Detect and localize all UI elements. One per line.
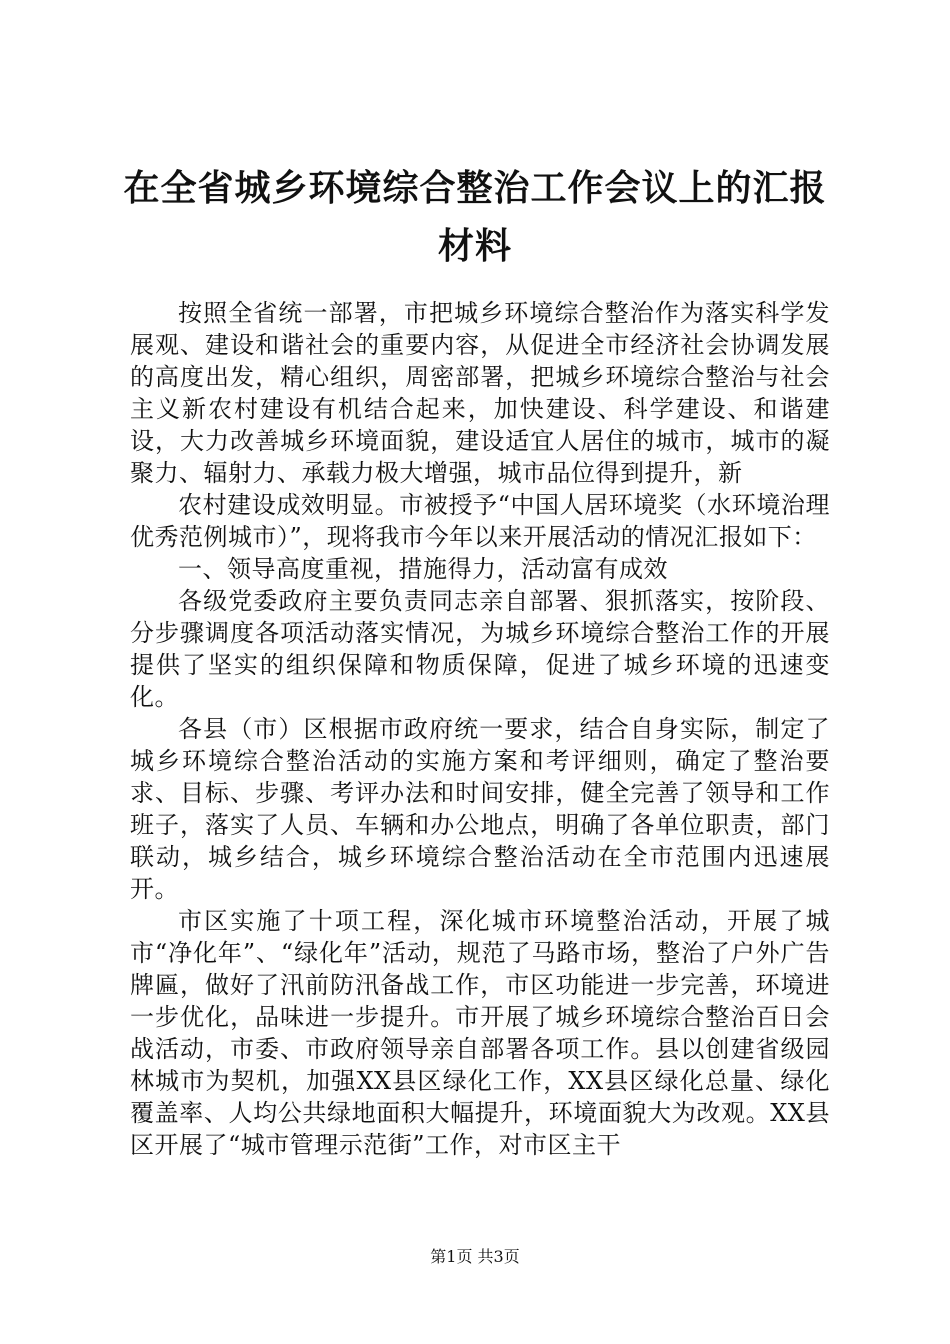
paragraph: 按照全省统一部署，市把城乡环境综合整治作为落实科学发展观、建设和谐社会的重要内容，从促进全市经济社会协调发展的高度出发，精心组织，周密部署，把城乡环境综合整治与社会主义新农村建设有机结合起来，加快建设、科学建设、和谐建设，大力改善城乡环境面貌，建设适宜人居住的城市，城市的凝聚力、辐射力、承载力极大增强，城市品位得到提升，新 bbox=[130, 299, 830, 487]
paragraph: 农村建设成效明显。市被授予“中国人居环境奖（水环境治理优秀范例城市）”，现将我市今年以来开展活动的情况汇报如下： bbox=[130, 491, 830, 551]
paragraph: 各级党委政府主要负责同志亲自部署、狠抓落实，按阶段、分步骤调度各项活动落实情况，为城乡环境综合整治工作的开展提供了坚实的组织保障和物质保障，促进了城乡环境的迅速变化。 bbox=[130, 587, 830, 711]
section-heading: 一、领导高度重视，措施得力，活动富有成效 bbox=[178, 555, 668, 583]
document-body bbox=[130, 297, 830, 1161]
page-footer: 第1页 共3页 bbox=[430, 1247, 520, 1266]
document-title: 在全省城乡环境综合整治工作会议上的汇报材料 bbox=[123, 168, 827, 267]
paragraph: 市区实施了十项工程，深化城市环境整治活动，开展了城市“净化年”、“绿化年”活动，规范了马路市场，整治了户外广告牌匾，做好了汛前防汛备战工作，市区功能进一步完善，环境进一步优化，品味进一步提升。市开展了城乡环境综合整治百日会战活动，市委、市政府领导亲自部署各项工作。县以创建省级园林城市为契机，加强XX县区绿化工作，XX县区绿化总量、绿化覆盖率、人均公共绿地面积大幅提升，环境面貌大为改观。XX县区开展了“城市管理示范街”工作，对市区主干 bbox=[130, 907, 830, 1159]
paragraph: 各县（市）区根据市政府统一要求，结合自身实际，制定了城乡环境综合整治活动的实施方案和考评细则，确定了整治要求、目标、步骤、考评办法和时间安排，健全完善了领导和工作班子，落实了人员、车辆和办公地点，明确了各单位职责，部门联动，城乡结合，城乡环境综合整治活动在全市范围内迅速展开。 bbox=[130, 715, 830, 903]
